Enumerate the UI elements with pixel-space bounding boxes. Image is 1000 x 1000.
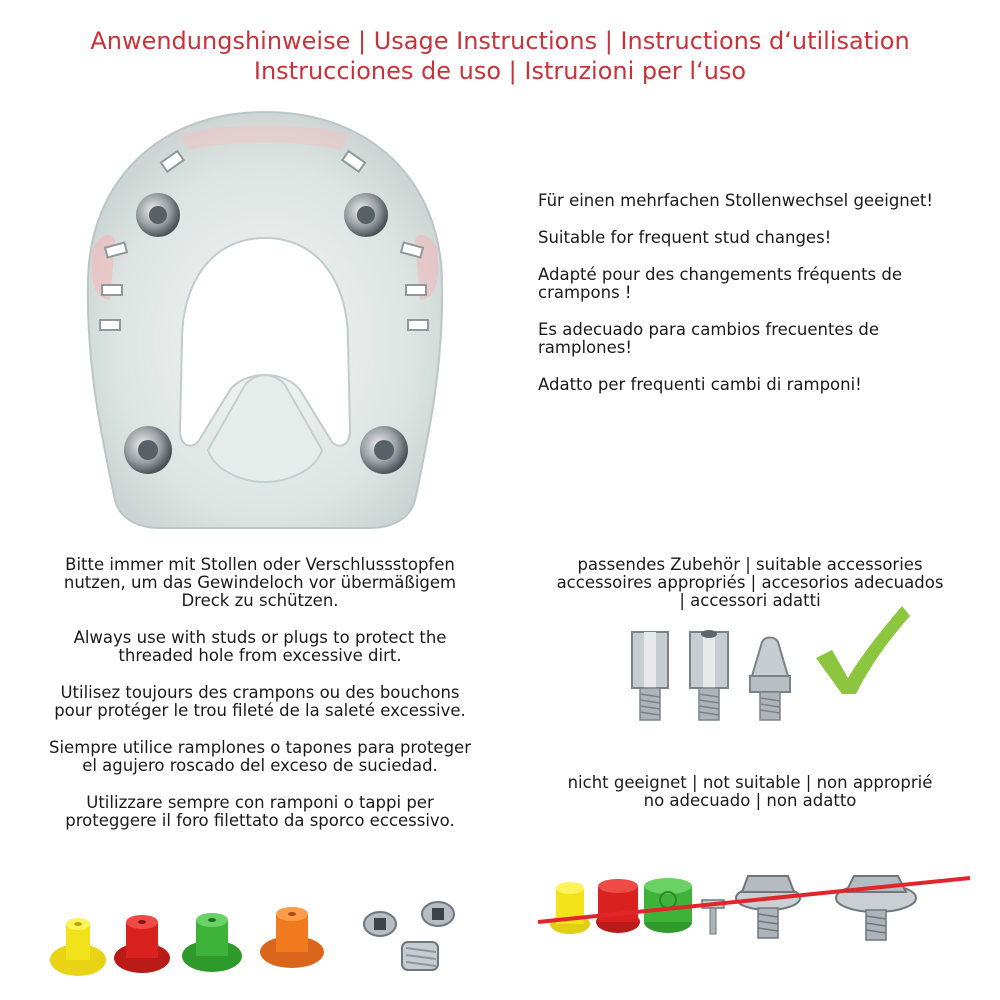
red-plug	[114, 915, 170, 973]
suitability-de: Für einen mehrfachen Stollenwechsel geeignet!	[538, 191, 933, 210]
not-suitable-image	[530, 860, 980, 950]
hex-bolt-washer	[736, 876, 800, 938]
suitability-fr: Adapté pour des changements fréquents de crampons !	[538, 265, 903, 302]
usage-fr: Utilisez toujours des crampons ou des bouchons pour protéger le trou fileté de la saleté excessive.	[54, 683, 466, 720]
hex-stud	[632, 632, 668, 720]
plugs-image	[40, 880, 480, 990]
small-red-plug	[596, 879, 640, 933]
usage-text	[40, 556, 480, 849]
usage-es: Siempre utilice ramplones o tapones para proteger el agujero roscado del exceso de suciedad.	[49, 738, 471, 775]
suitability-en: Suitable for frequent stud changes!	[538, 228, 832, 247]
grub-screws	[364, 902, 454, 970]
accessories-caption	[520, 556, 980, 610]
green-plug	[182, 913, 242, 972]
page-title-line2: Instrucciones de uso | Istruzioni per l‘uso	[253, 57, 747, 85]
accessories-line1: passendes Zubehör | suitable accessories	[577, 555, 923, 574]
pointed-stud	[750, 638, 790, 721]
usage-de: Bitte immer mit Stollen oder Verschlussstopfen nutzen, um das Gewindeloch vor übermäßigem Dreck zu schützen.	[63, 555, 457, 610]
accessories-line2: accessoires appropriés | accesorios adecuados	[556, 573, 944, 592]
suitability-text	[538, 192, 958, 413]
not-suitable-caption	[520, 774, 980, 810]
suitable-studs-image	[620, 620, 920, 730]
checkmark-icon	[816, 606, 910, 694]
yellow-plug	[50, 918, 106, 976]
not-suitable-line2: no adecuado | non adatto	[643, 791, 857, 810]
suitability-es: Es adecuado para cambios frecuentes de ramplones!	[538, 320, 880, 357]
orange-plug	[260, 907, 324, 968]
suitability-it: Adatto per frequenti cambi di ramponi!	[538, 375, 862, 394]
usage-en: Always use with studs or plugs to protect the threaded hole from excessive dirt.	[73, 628, 447, 665]
small-yellow-plug	[550, 882, 590, 934]
not-suitable-line1: nicht geeignet | not suitable | non approprié	[567, 773, 933, 792]
usage-it: Utilizzare sempre con ramponi o tappi per proteggere il foro filettato da sporco eccessivo.	[65, 793, 455, 830]
horseshoe-image	[70, 100, 460, 540]
page-title-line1: Anwendungshinweise | Usage Instructions | Instructions d‘utilisation	[90, 27, 910, 55]
hex-stud-hollow	[690, 630, 728, 720]
accessories-line3: | accessori adatti	[679, 591, 821, 610]
